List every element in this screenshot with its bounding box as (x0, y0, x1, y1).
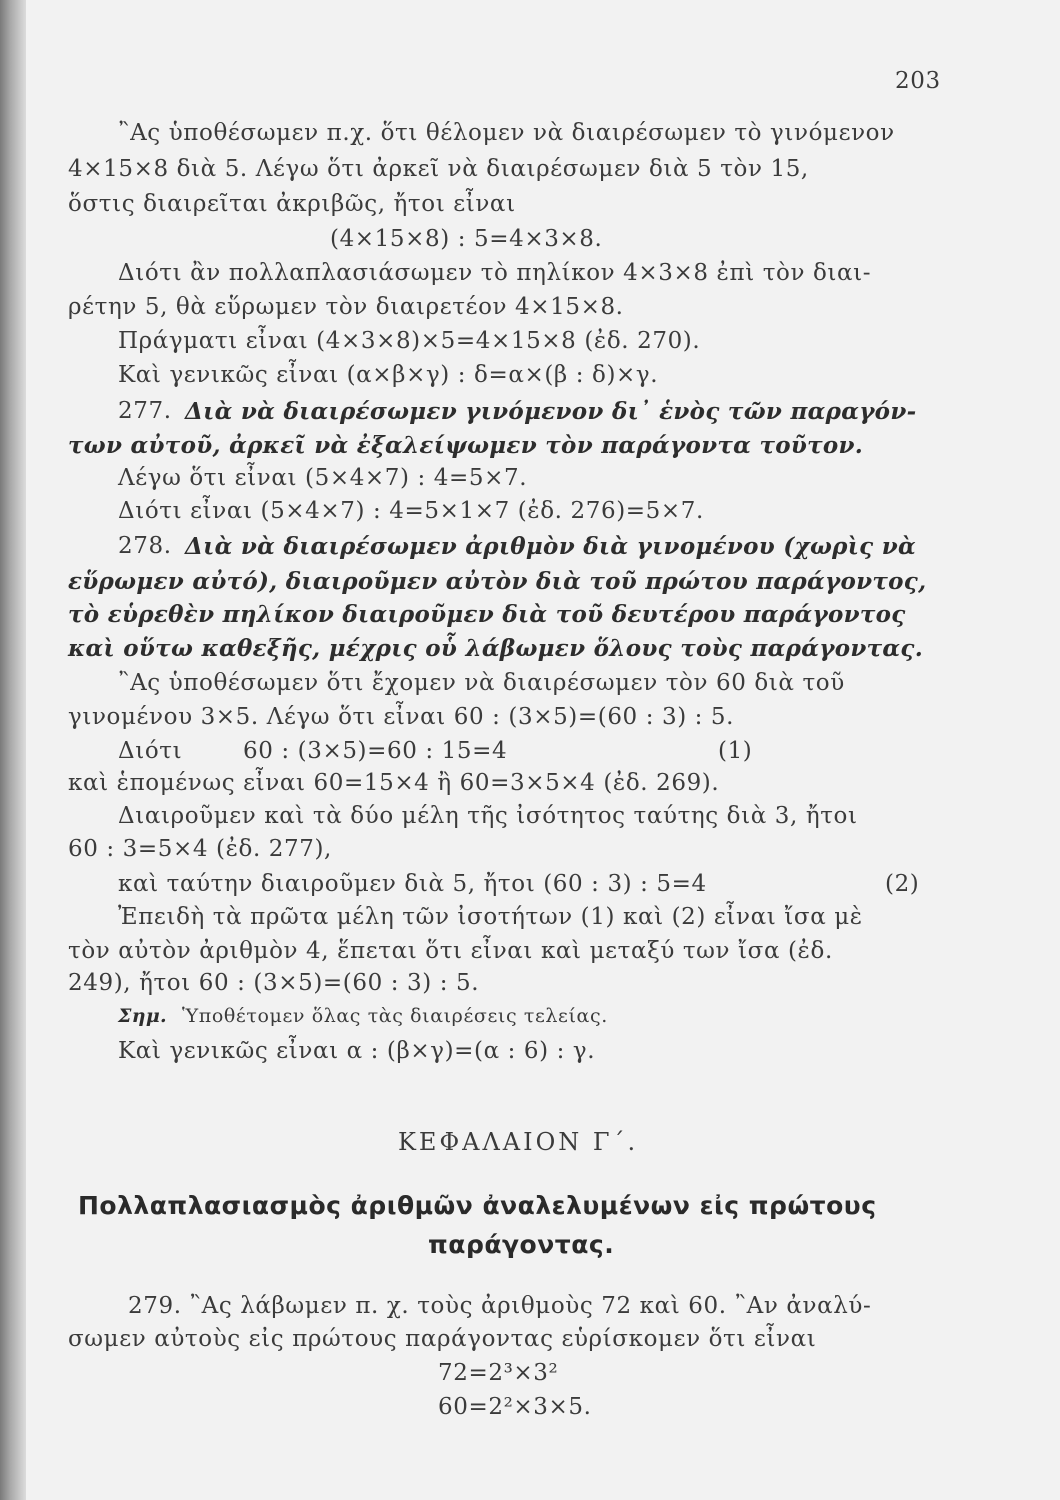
note-label: Σημ. (118, 1005, 167, 1027)
text-line: ὅστις διαιρεῖται ἀκριβῶς, ἤτοι εἶναι (68, 191, 516, 217)
text-line: 279. ῍Ας λάβωμεν π. χ. τοὺς ἀριθμοὺς 72 καὶ 60. ῍Αν ἀναλύ- (128, 1293, 872, 1319)
theorem-text: εὕρωμεν αὐτό), διαιροῦμεν αὐτὸν διὰ τοῦ πρώτου παράγοντος, (68, 568, 927, 595)
text-line: γινομένου 3×5. Λέγω ὅτι εἶναι 60 : (3×5)=(60 : 3) : 5. (68, 704, 735, 730)
equation: 60=2²×3×5. (438, 1394, 592, 1420)
equation: 60 : (3×5)=60 : 15=4 (243, 738, 508, 764)
text-line: τὸν αὐτὸν ἀριθμὸν 4, ἕπεται ὅτι εἶναι καὶ μεταξύ των ἴσα (ἐδ. (68, 938, 833, 964)
text-line: Λέγω ὅτι εἶναι (5×4×7) : 4=5×7. (118, 465, 528, 491)
equation-number: (1) (718, 738, 753, 764)
text-line: Διότι (118, 738, 183, 764)
equation-number: (2) (885, 871, 920, 897)
section-heading: Πολλαπλασιασμὸς ἀριθμῶν ἀναλελυμένων εἰς πρώτους (78, 1191, 877, 1220)
text-line: Διαιροῦμεν καὶ τὰ δύο μέλη τῆς ἰσότητος ταύτης διὰ 3, ἤτοι (118, 803, 858, 829)
section-heading: παράγοντας. (428, 1230, 615, 1259)
text-line: Διότι ἂν πολλαπλασιάσωμεν τὸ πηλίκον 4×3×8 ἐπὶ τὸν διαι- (118, 260, 872, 286)
text-line: 60 : 3=5×4 (ἐδ. 277), (68, 836, 332, 862)
page-number: 203 (895, 68, 941, 94)
text-line: ρέτην 5, θὰ εὕρωμεν τὸν διαιρετέον 4×15×8. (68, 294, 624, 320)
theorem-text: των αὐτοῦ, ἀρκεῖ νὰ ἐξαλείψωμεν τὸν παράγοντα τοῦτον. (68, 432, 864, 459)
note-text: Ὑποθέτομεν ὅλας τὰς διαιρέσεις τελείας. (182, 1005, 608, 1027)
text-line: Διότι εἶναι (5×4×7) : 4=5×1×7 (ἐδ. 276)=5×7. (118, 498, 704, 524)
equation: (4×15×8) : 5=4×3×8. (330, 226, 603, 252)
text-line: καὶ ἑπομένως εἶναι 60=15×4 ἢ 60=3×5×4 (ἐδ. 269). (68, 770, 720, 796)
paragraph-number-277: 277. (118, 398, 172, 424)
text-line: Ἐπειδὴ τὰ πρῶτα μέλη τῶν ἰσοτήτων (1) καὶ (2) εἶναι ἴσα μὲ (118, 904, 863, 930)
paragraph-number-278: 278. (118, 533, 172, 559)
chapter-title: ΚΕΦΑΛΑΙΟΝ Γ΄. (398, 1128, 639, 1156)
theorem-text: καὶ οὕτω καθεξῆς, μέχρις οὗ λάβωμεν ὅλους τοὺς παράγοντας. (68, 635, 924, 662)
text-line: καὶ ταύτην διαιροῦμεν διὰ 5, ἤτοι (60 : 3) : 5=4 (118, 871, 707, 897)
text-line: σωμεν αὐτοὺς εἰς πρώτους παράγοντας εὑρίσκομεν ὅτι εἶναι (68, 1326, 817, 1352)
equation: 72=2³×3² (438, 1360, 559, 1386)
theorem-text: Διὰ νὰ διαιρέσωμεν ἀριθμὸν διὰ γινομένου (χωρὶς νὰ (185, 533, 917, 560)
text-line: ῍Ας ὑποθέσωμεν ὅτι ἔχομεν νὰ διαιρέσωμεν τὸν 60 διὰ τοῦ (118, 670, 845, 696)
theorem-text: Διὰ νὰ διαιρέσωμεν γινόμενον δι᾽ ἑνὸς τῶν παραγόν- (185, 398, 917, 425)
theorem-text: τὸ εὑρεθὲν πηλίκον διαιροῦμεν διὰ τοῦ δευτέρου παράγοντος (68, 601, 906, 628)
text-line: Καὶ γενικῶς εἶναι (α×β×γ) : δ=α×(β : δ)×γ. (118, 362, 659, 388)
text-line: 249), ἤτοι 60 : (3×5)=(60 : 3) : 5. (68, 970, 480, 996)
text-line: 4×15×8 διὰ 5. Λέγω ὅτι ἀρκεῖ νὰ διαιρέσωμεν διὰ 5 τὸν 15, (68, 156, 809, 182)
text-line: Πράγματι εἶναι (4×3×8)×5=4×15×8 (ἐδ. 270). (118, 328, 701, 354)
text-line: Καὶ γενικῶς εἶναι α : (β×γ)=(α : 6) : γ. (118, 1038, 596, 1064)
text-line: ῍Ας ὑποθέσωμεν π.χ. ὅτι θέλομεν νὰ διαιρέσωμεν τὸ γινόμενον (118, 120, 895, 146)
book-spine-shadow (0, 0, 26, 1500)
